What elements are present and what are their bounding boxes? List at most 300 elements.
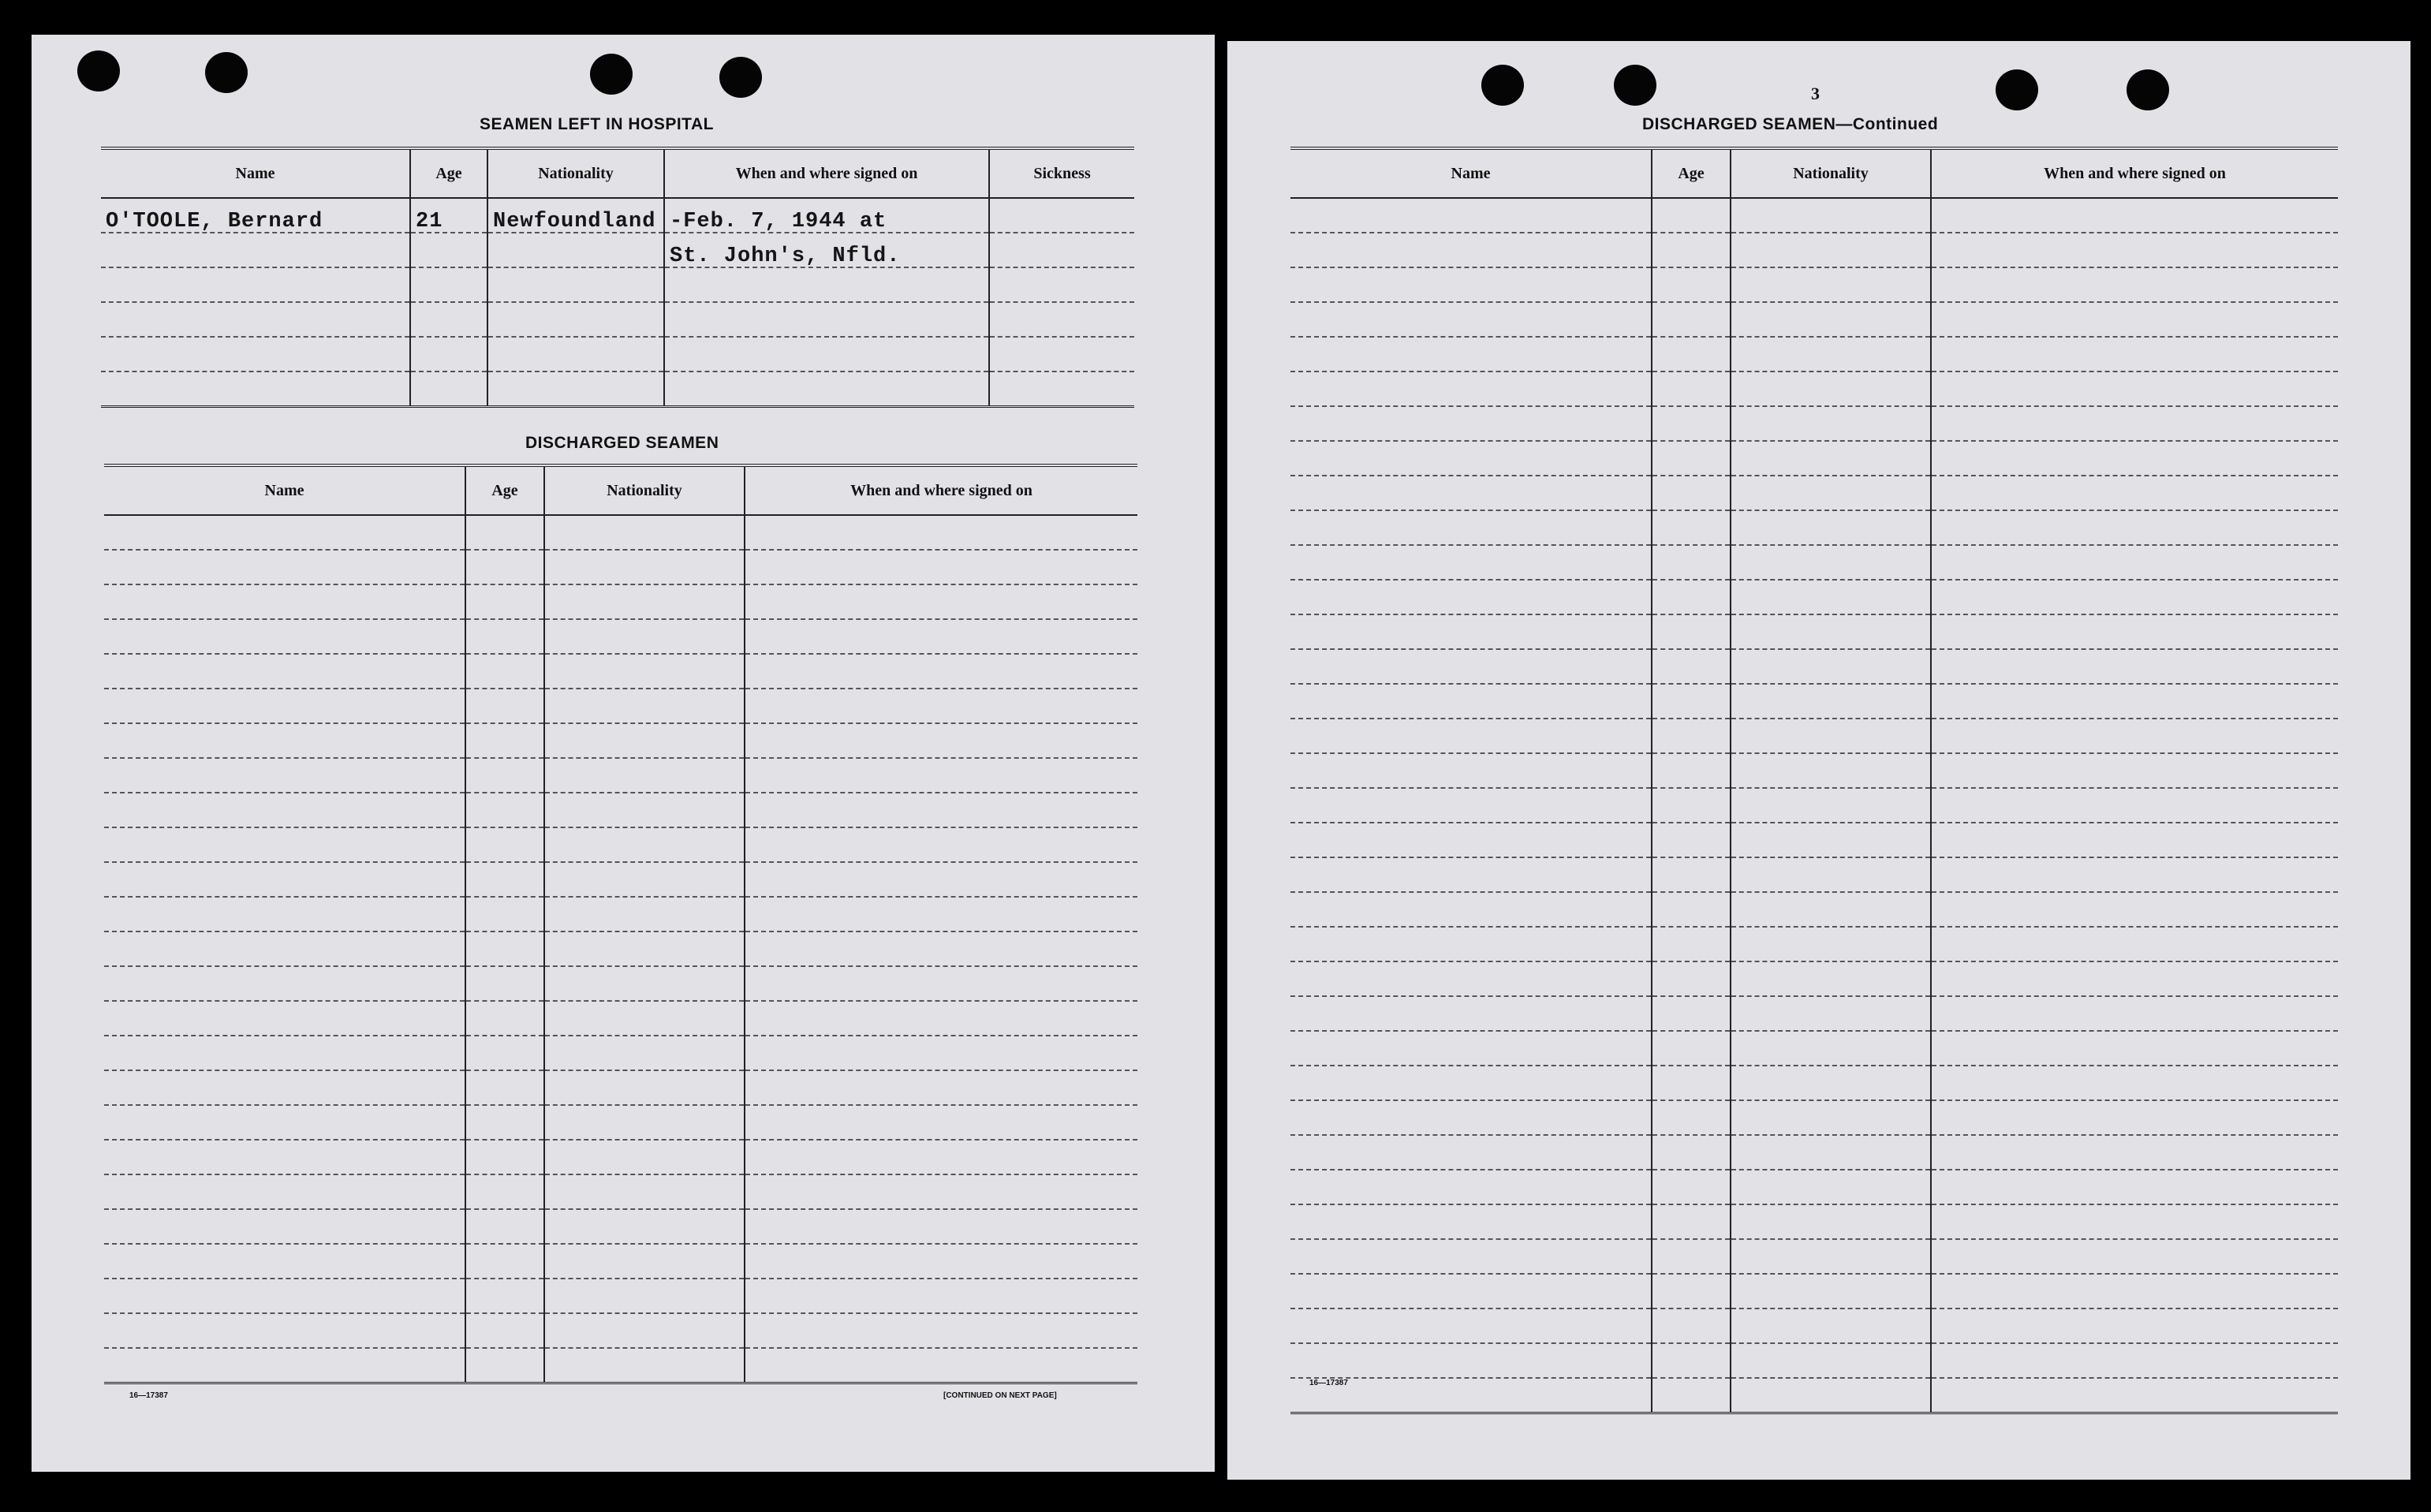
blank-cell: [745, 689, 1137, 723]
blank-cell: [1290, 198, 1652, 233]
table-row: [1290, 580, 2338, 614]
blank-cell: [1290, 580, 1652, 614]
blank-cell: [1652, 961, 1731, 996]
blank-cell: [745, 1036, 1137, 1070]
blank-cell: [1931, 476, 2338, 510]
blank-cell: [1290, 441, 1652, 476]
blank-cell: [1731, 927, 1931, 961]
blank-cell: [104, 1140, 465, 1174]
blank-cell: [1731, 1135, 1931, 1170]
blank-cell: [1290, 267, 1652, 302]
blank-cell: [1731, 1274, 1931, 1309]
blank-cell: [1290, 857, 1652, 892]
continued-note: [CONTINUED ON NEXT PAGE]: [943, 1391, 1057, 1400]
blank-cell: [1290, 1309, 1652, 1343]
table-row: [104, 931, 1137, 966]
blank-cell: [465, 723, 544, 758]
table-row: [104, 1348, 1137, 1383]
form-number: 16—17387: [1309, 1379, 1348, 1387]
table-row: [1290, 406, 2338, 441]
blank-cell: [1652, 892, 1731, 927]
blank-cell: [745, 515, 1137, 550]
column-header-age: Age: [410, 148, 487, 198]
blank-cell: [1931, 823, 2338, 857]
blank-cell: [1931, 337, 2338, 371]
table-row: [104, 584, 1137, 619]
blank-cell: [1931, 1343, 2338, 1378]
table-row: [1290, 996, 2338, 1031]
discharged-continued-title: DISCHARGED SEAMEN—Continued: [1642, 115, 1939, 133]
blank-cell: [1731, 1031, 1931, 1066]
table-row: [1290, 614, 2338, 649]
cell-signed-on: [664, 267, 989, 302]
blank-cell: [544, 793, 745, 827]
blank-cell: [1931, 1066, 2338, 1100]
hospital-table: [101, 147, 1134, 408]
blank-cell: [1290, 406, 1652, 441]
blank-cell: [745, 1244, 1137, 1279]
table-row: [1290, 371, 2338, 406]
blank-cell: [1290, 1274, 1652, 1309]
cell-sickness: [989, 302, 1134, 337]
discharged-header-row: [104, 465, 1137, 515]
table-row: [104, 1070, 1137, 1105]
blank-cell: [1652, 302, 1731, 337]
table-row: [1290, 1309, 2338, 1343]
column-header-signed-on: When and where signed on: [1931, 148, 2338, 198]
blank-cell: [1731, 753, 1931, 788]
table-row: [1290, 1204, 2338, 1239]
blank-cell: [1731, 1378, 1931, 1413]
table-row: [101, 198, 1134, 233]
blank-cell: [104, 793, 465, 827]
blank-cell: [1652, 684, 1731, 719]
cell-age: [410, 233, 487, 267]
blank-cell: [1652, 1378, 1731, 1413]
blank-cell: [1931, 961, 2338, 996]
table-row: [1290, 961, 2338, 996]
typed-nationality: Newfoundland: [493, 210, 656, 233]
blank-cell: [1731, 545, 1931, 580]
cell-nationality: [487, 337, 664, 371]
blank-cell: [1931, 996, 2338, 1031]
blank-cell: [1931, 198, 2338, 233]
blank-cell: [1652, 580, 1731, 614]
blank-cell: [745, 619, 1137, 654]
blank-cell: [104, 758, 465, 793]
blank-cell: [465, 1313, 544, 1348]
blank-cell: [1290, 510, 1652, 545]
blank-cell: [104, 689, 465, 723]
discharged-table: [104, 464, 1137, 1384]
discharged-continued-table: [1290, 147, 2338, 1414]
blank-cell: [1731, 1309, 1931, 1343]
cell-nationality: [487, 233, 664, 267]
table-row: [1290, 684, 2338, 719]
blank-cell: [1931, 580, 2338, 614]
blank-cell: [1931, 1239, 2338, 1274]
blank-cell: [1931, 753, 2338, 788]
blank-cell: [104, 550, 465, 584]
blank-cell: [745, 966, 1137, 1001]
blank-cell: [1652, 337, 1731, 371]
table-row: [1290, 788, 2338, 823]
blank-cell: [1731, 719, 1931, 753]
blank-cell: [1931, 406, 2338, 441]
table-row: [104, 654, 1137, 689]
table-row: [1290, 337, 2338, 371]
blank-cell: [1652, 198, 1731, 233]
cell-name: [101, 233, 410, 267]
blank-cell: [745, 793, 1137, 827]
column-header-name: Name: [104, 465, 465, 515]
table-row: [104, 1244, 1137, 1279]
table-row: [1290, 1274, 2338, 1309]
blank-cell: [1652, 510, 1731, 545]
blank-cell: [1731, 233, 1931, 267]
cell-signed-on: [664, 233, 989, 267]
blank-cell: [745, 1105, 1137, 1140]
blank-cell: [1931, 1135, 2338, 1170]
blank-cell: [104, 1070, 465, 1105]
blank-cell: [1652, 406, 1731, 441]
table-row: [104, 862, 1137, 897]
blank-cell: [104, 619, 465, 654]
cell-name: [101, 198, 410, 233]
blank-cell: [1731, 337, 1931, 371]
table-row: [1290, 719, 2338, 753]
page-number: 3: [1811, 84, 1820, 103]
table-row: [104, 619, 1137, 654]
blank-cell: [1290, 719, 1652, 753]
blank-cell: [104, 654, 465, 689]
table-row: [1290, 1135, 2338, 1170]
blank-cell: [1652, 857, 1731, 892]
blank-cell: [745, 584, 1137, 619]
blank-cell: [1290, 302, 1652, 337]
blank-cell: [1290, 545, 1652, 580]
blank-cell: [465, 793, 544, 827]
blank-cell: [544, 827, 745, 862]
blank-cell: [1290, 961, 1652, 996]
table-row: [1290, 857, 2338, 892]
blank-cell: [1931, 302, 2338, 337]
blank-cell: [1931, 1378, 2338, 1413]
blank-cell: [544, 1279, 745, 1313]
table-row: [104, 1313, 1137, 1348]
blank-cell: [1290, 233, 1652, 267]
blank-cell: [104, 1244, 465, 1279]
blank-cell: [104, 1174, 465, 1209]
typed-signed-on: St. John's, Nfld.: [670, 245, 901, 268]
blank-cell: [465, 654, 544, 689]
blank-cell: [465, 827, 544, 862]
blank-cell: [1931, 927, 2338, 961]
blank-cell: [745, 1070, 1137, 1105]
table-row: [104, 827, 1137, 862]
blank-cell: [1731, 406, 1931, 441]
blank-cell: [1290, 788, 1652, 823]
table-row: [1290, 267, 2338, 302]
blank-cell: [745, 1209, 1137, 1244]
table-row: [1290, 441, 2338, 476]
cell-sickness: [989, 267, 1134, 302]
blank-cell: [465, 931, 544, 966]
blank-cell: [1652, 719, 1731, 753]
binder-hole: [1614, 65, 1656, 106]
blank-cell: [1652, 788, 1731, 823]
table-row: [101, 371, 1134, 407]
blank-cell: [544, 1105, 745, 1140]
blank-cell: [544, 897, 745, 931]
blank-cell: [1290, 1170, 1652, 1204]
table-row: [1290, 1239, 2338, 1274]
blank-cell: [1731, 649, 1931, 684]
table-row: [104, 966, 1137, 1001]
blank-cell: [1931, 892, 2338, 927]
table-row: [104, 1279, 1137, 1313]
table-row: [104, 1105, 1137, 1140]
blank-cell: [1931, 684, 2338, 719]
blank-cell: [104, 584, 465, 619]
cell-signed-on: [664, 302, 989, 337]
blank-cell: [1652, 1135, 1731, 1170]
cell-nationality: [487, 267, 664, 302]
blank-cell: [1652, 1343, 1731, 1378]
blank-cell: [1652, 1100, 1731, 1135]
blank-cell: [1731, 996, 1931, 1031]
table-row: [1290, 1031, 2338, 1066]
blank-cell: [544, 966, 745, 1001]
column-header-nationality: Nationality: [487, 148, 664, 198]
binder-hole: [1481, 65, 1524, 106]
blank-cell: [745, 1279, 1137, 1313]
column-header-age: Age: [1652, 148, 1731, 198]
blank-cell: [745, 827, 1137, 862]
blank-cell: [465, 1036, 544, 1070]
blank-cell: [745, 931, 1137, 966]
blank-cell: [104, 1036, 465, 1070]
blank-cell: [745, 723, 1137, 758]
cell-sickness: [989, 233, 1134, 267]
cell-name: [101, 302, 410, 337]
blank-cell: [1290, 1239, 1652, 1274]
blank-cell: [1290, 1031, 1652, 1066]
blank-cell: [1731, 1066, 1931, 1100]
blank-cell: [544, 758, 745, 793]
blank-cell: [1652, 753, 1731, 788]
blank-cell: [1931, 545, 2338, 580]
blank-cell: [544, 1209, 745, 1244]
blank-cell: [465, 1244, 544, 1279]
blank-cell: [465, 897, 544, 931]
blank-cell: [465, 862, 544, 897]
cell-sickness: [989, 198, 1134, 233]
cell-nationality: [487, 302, 664, 337]
blank-cell: [1931, 1309, 2338, 1343]
blank-cell: [104, 966, 465, 1001]
blank-cell: [465, 584, 544, 619]
table-row: [1290, 1343, 2338, 1378]
blank-cell: [544, 1070, 745, 1105]
blank-cell: [1652, 1031, 1731, 1066]
table-row: [101, 302, 1134, 337]
hospital-section-title: SEAMEN LEFT IN HOSPITAL: [480, 115, 714, 133]
blank-cell: [465, 1348, 544, 1383]
table-row: [104, 1174, 1137, 1209]
cell-age: [410, 198, 487, 233]
hospital-header-row: [101, 148, 1134, 198]
blank-cell: [544, 1244, 745, 1279]
table-row: [101, 337, 1134, 371]
continued-header-row: [1290, 148, 2338, 198]
blank-cell: [1290, 823, 1652, 857]
blank-cell: [1931, 233, 2338, 267]
blank-cell: [1652, 371, 1731, 406]
blank-cell: [1731, 198, 1931, 233]
left-page: [32, 35, 1215, 1472]
column-header-nationality: Nationality: [544, 465, 745, 515]
blank-cell: [104, 827, 465, 862]
blank-cell: [1652, 823, 1731, 857]
table-row: [1290, 753, 2338, 788]
blank-cell: [104, 723, 465, 758]
table-row: [1290, 1378, 2338, 1413]
blank-cell: [1652, 927, 1731, 961]
blank-cell: [745, 758, 1137, 793]
blank-cell: [1731, 1100, 1931, 1135]
column-header-signed-on: When and where signed on: [664, 148, 989, 198]
cell-sickness: [989, 371, 1134, 407]
blank-cell: [465, 1174, 544, 1209]
cell-name: [101, 371, 410, 407]
blank-cell: [1290, 476, 1652, 510]
blank-cell: [544, 515, 745, 550]
binder-hole: [2127, 69, 2169, 110]
binder-hole: [1996, 69, 2038, 110]
discharged-section-title: DISCHARGED SEAMEN: [525, 434, 719, 452]
blank-cell: [104, 1209, 465, 1244]
blank-cell: [1931, 649, 2338, 684]
right-page: [1227, 41, 2410, 1480]
blank-cell: [745, 897, 1137, 931]
blank-cell: [104, 1105, 465, 1140]
table-row: [1290, 1066, 2338, 1100]
blank-cell: [1652, 545, 1731, 580]
blank-cell: [1731, 510, 1931, 545]
blank-cell: [1652, 1309, 1731, 1343]
blank-cell: [745, 1174, 1137, 1209]
blank-cell: [1290, 1343, 1652, 1378]
blank-cell: [104, 1313, 465, 1348]
blank-cell: [1652, 1170, 1731, 1204]
blank-cell: [1931, 267, 2338, 302]
blank-cell: [1652, 476, 1731, 510]
blank-cell: [1290, 1204, 1652, 1239]
blank-cell: [1931, 1274, 2338, 1309]
blank-cell: [544, 862, 745, 897]
blank-cell: [1731, 1343, 1931, 1378]
form-number: 16—17387: [129, 1391, 168, 1400]
blank-cell: [745, 862, 1137, 897]
blank-cell: [465, 1070, 544, 1105]
table-row: [1290, 1100, 2338, 1135]
blank-cell: [465, 550, 544, 584]
blank-cell: [1652, 1239, 1731, 1274]
blank-cell: [1652, 1066, 1731, 1100]
blank-cell: [1290, 892, 1652, 927]
blank-cell: [1652, 441, 1731, 476]
blank-cell: [544, 1313, 745, 1348]
column-header-name: Name: [101, 148, 410, 198]
blank-cell: [465, 1140, 544, 1174]
cell-sickness: [989, 337, 1134, 371]
table-row: [1290, 545, 2338, 580]
blank-cell: [465, 619, 544, 654]
typed-age: 21: [416, 210, 443, 233]
blank-cell: [544, 689, 745, 723]
blank-cell: [465, 1279, 544, 1313]
blank-cell: [1731, 302, 1931, 337]
blank-cell: [544, 1001, 745, 1036]
table-row: [1290, 510, 2338, 545]
blank-cell: [1290, 996, 1652, 1031]
table-row: [1290, 302, 2338, 337]
blank-cell: [104, 931, 465, 966]
blank-cell: [1652, 649, 1731, 684]
binder-hole: [719, 57, 762, 98]
blank-cell: [1652, 233, 1731, 267]
blank-cell: [1931, 510, 2338, 545]
table-row: [1290, 476, 2338, 510]
blank-cell: [1290, 927, 1652, 961]
table-row: [1290, 892, 2338, 927]
blank-cell: [1931, 719, 2338, 753]
column-header-age: Age: [465, 465, 544, 515]
column-header-sickness: Sickness: [989, 148, 1134, 198]
cell-nationality: [487, 198, 664, 233]
blank-cell: [1652, 996, 1731, 1031]
binder-hole: [77, 50, 120, 91]
blank-cell: [1731, 961, 1931, 996]
blank-cell: [1731, 580, 1931, 614]
blank-cell: [544, 931, 745, 966]
blank-cell: [1931, 441, 2338, 476]
table-row: [1290, 233, 2338, 267]
binder-hole: [590, 54, 633, 95]
blank-cell: [544, 654, 745, 689]
table-row: [1290, 823, 2338, 857]
cell-signed-on: [664, 337, 989, 371]
blank-cell: [1931, 788, 2338, 823]
blank-cell: [465, 1105, 544, 1140]
blank-cell: [465, 689, 544, 723]
table-row: [104, 550, 1137, 584]
blank-cell: [544, 584, 745, 619]
blank-cell: [544, 619, 745, 654]
table-row: [104, 897, 1137, 931]
blank-cell: [1731, 267, 1931, 302]
table-row: [101, 267, 1134, 302]
blank-cell: [465, 515, 544, 550]
table-row: [101, 233, 1134, 267]
blank-cell: [1290, 1066, 1652, 1100]
table-row: [104, 793, 1137, 827]
blank-cell: [1731, 1204, 1931, 1239]
blank-cell: [1731, 788, 1931, 823]
blank-cell: [1290, 337, 1652, 371]
cell-name: [101, 337, 410, 371]
